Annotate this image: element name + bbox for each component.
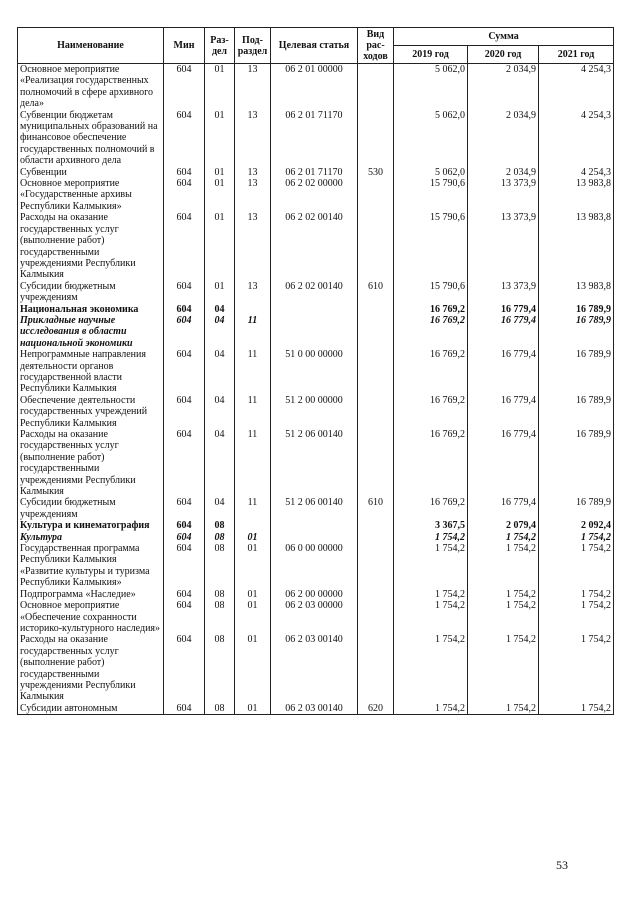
row-razdel: 04 [205, 497, 235, 520]
table-row [18, 634, 614, 702]
row-sum-2021: 1 754,2 [539, 543, 614, 589]
row-min: 604 [164, 315, 205, 349]
row-sum-2020: 2 079,4 [468, 520, 539, 531]
row-vid: 620 [358, 703, 394, 715]
row-min: 604 [164, 281, 205, 304]
row-podrazdel: 11 [235, 315, 271, 349]
row-sum-2020: 13 373,9 [468, 178, 539, 212]
row-podrazdel [235, 304, 271, 315]
row-name: Расходы на оказание государственных услуг (выполнение работ) государственными учреждениями Республики Калмыкия [18, 212, 164, 280]
row-sum-2019: 5 062,0 [394, 110, 468, 167]
row-name: Подпрограмма «Наследие» [18, 589, 164, 600]
row-vid [358, 349, 394, 395]
row-vid: 610 [358, 497, 394, 520]
row-target: 06 2 01 71170 [271, 110, 358, 167]
row-name: Обеспечение деятельности государственных учреждений Республики Калмыкия [18, 395, 164, 429]
row-sum-2021: 4 254,3 [539, 110, 614, 167]
row-sum-2021: 1 754,2 [539, 634, 614, 702]
row-razdel: 01 [205, 212, 235, 280]
row-min: 604 [164, 703, 205, 715]
row-sum-2021: 1 754,2 [539, 589, 614, 600]
table-row [18, 349, 614, 395]
row-vid [358, 315, 394, 349]
row-sum-2021: 16 789,9 [539, 349, 614, 395]
row-sum-2020: 1 754,2 [468, 543, 539, 589]
row-sum-2020: 2 034,9 [468, 110, 539, 167]
row-name: Национальная экономика [18, 304, 164, 315]
row-name: Расходы на оказание государственных услуг (выполнение работ) государственными учреждениями Республики Калмыкия [18, 634, 164, 702]
header-target: Целевая статья [271, 28, 358, 64]
row-sum-2019: 16 769,2 [394, 315, 468, 349]
row-sum-2020: 16 779,4 [468, 349, 539, 395]
row-name: Государственная программа Республики Калмыкия «Развитие культуры и туризма Республики Калмыкия» [18, 543, 164, 589]
row-sum-2019: 3 367,5 [394, 520, 468, 531]
row-razdel: 04 [205, 395, 235, 429]
row-sum-2020: 16 779,4 [468, 315, 539, 349]
row-razdel: 08 [205, 543, 235, 589]
row-target: 06 2 01 00000 [271, 64, 358, 110]
row-vid: 530 [358, 167, 394, 178]
table-row [18, 64, 614, 110]
row-sum-2020: 1 754,2 [468, 532, 539, 543]
table-row [18, 315, 614, 349]
row-vid [358, 589, 394, 600]
row-razdel: 08 [205, 634, 235, 702]
row-min: 604 [164, 543, 205, 589]
row-target: 51 2 06 00140 [271, 429, 358, 497]
row-sum-2021: 2 092,4 [539, 520, 614, 531]
row-vid [358, 634, 394, 702]
row-razdel: 08 [205, 520, 235, 531]
row-podrazdel: 01 [235, 543, 271, 589]
row-sum-2020: 1 754,2 [468, 634, 539, 702]
table-row [18, 600, 614, 634]
row-razdel: 01 [205, 281, 235, 304]
row-vid [358, 64, 394, 110]
row-razdel: 01 [205, 178, 235, 212]
row-podrazdel: 11 [235, 349, 271, 395]
header-name: Наименование [18, 28, 164, 64]
header-year-2019: 2019 год [394, 46, 468, 64]
row-target [271, 520, 358, 531]
row-razdel: 08 [205, 589, 235, 600]
table-row [18, 395, 614, 429]
row-target: 51 2 06 00140 [271, 497, 358, 520]
row-min: 604 [164, 110, 205, 167]
header-year-2021: 2021 год [539, 46, 614, 64]
row-razdel: 08 [205, 703, 235, 715]
row-min: 604 [164, 520, 205, 531]
row-sum-2019: 1 754,2 [394, 703, 468, 715]
row-razdel: 04 [205, 429, 235, 497]
row-sum-2019: 1 754,2 [394, 600, 468, 634]
table-row [18, 304, 614, 315]
row-sum-2020: 2 034,9 [468, 167, 539, 178]
row-vid [358, 520, 394, 531]
row-min: 604 [164, 64, 205, 110]
budget-table [17, 27, 614, 715]
row-sum-2021: 16 789,9 [539, 304, 614, 315]
row-sum-2020: 2 034,9 [468, 64, 539, 110]
row-podrazdel: 01 [235, 703, 271, 715]
row-sum-2021: 13 983,8 [539, 281, 614, 304]
header-vid: Вид рас-ходов [358, 28, 394, 64]
row-target: 51 2 00 00000 [271, 395, 358, 429]
header-razdel: Раз-дел [205, 28, 235, 64]
row-name: Культура [18, 532, 164, 543]
row-name: Основное мероприятие «Реализация государственных полномочий в сфере архивного дела» [18, 64, 164, 110]
row-vid [358, 304, 394, 315]
table-row [18, 543, 614, 589]
row-razdel: 08 [205, 532, 235, 543]
row-sum-2019: 16 769,2 [394, 497, 468, 520]
row-sum-2021: 1 754,2 [539, 703, 614, 715]
row-sum-2020: 16 779,4 [468, 395, 539, 429]
row-sum-2021: 4 254,3 [539, 167, 614, 178]
row-vid [358, 600, 394, 634]
row-sum-2020: 16 779,4 [468, 429, 539, 497]
row-sum-2020: 16 779,4 [468, 304, 539, 315]
row-podrazdel: 13 [235, 212, 271, 280]
row-sum-2021: 13 983,8 [539, 212, 614, 280]
row-podrazdel: 13 [235, 178, 271, 212]
row-sum-2021: 16 789,9 [539, 395, 614, 429]
row-sum-2021: 1 754,2 [539, 600, 614, 634]
row-vid: 610 [358, 281, 394, 304]
header-podrazdel: Под-раздел [235, 28, 271, 64]
row-sum-2019: 15 790,6 [394, 212, 468, 280]
row-min: 604 [164, 429, 205, 497]
table-row [18, 429, 614, 497]
row-sum-2019: 1 754,2 [394, 543, 468, 589]
row-sum-2019: 16 769,2 [394, 349, 468, 395]
row-razdel: 01 [205, 110, 235, 167]
row-sum-2019: 1 754,2 [394, 634, 468, 702]
table-row [18, 589, 614, 600]
row-target: 06 0 00 00000 [271, 543, 358, 589]
header-summa: Сумма [394, 28, 614, 46]
row-target [271, 304, 358, 315]
row-name: Расходы на оказание государственных услуг (выполнение работ) государственными учреждениями Республики Калмыкия [18, 429, 164, 497]
row-podrazdel: 11 [235, 497, 271, 520]
row-podrazdel: 11 [235, 429, 271, 497]
row-target: 06 2 02 00140 [271, 212, 358, 280]
row-razdel: 04 [205, 315, 235, 349]
table-row [18, 532, 614, 543]
row-sum-2019: 5 062,0 [394, 64, 468, 110]
row-podrazdel: 01 [235, 634, 271, 702]
row-sum-2020: 13 373,9 [468, 281, 539, 304]
row-min: 604 [164, 634, 205, 702]
row-name: Субвенции [18, 167, 164, 178]
row-name: Субсидии бюджетным учреждениям [18, 281, 164, 304]
row-sum-2019: 15 790,6 [394, 178, 468, 212]
row-razdel: 04 [205, 304, 235, 315]
row-vid [358, 110, 394, 167]
row-min: 604 [164, 600, 205, 634]
row-sum-2019: 15 790,6 [394, 281, 468, 304]
row-name: Основное мероприятие «Государственные архивы Республики Калмыкия» [18, 178, 164, 212]
table-row [18, 110, 614, 167]
row-sum-2020: 13 373,9 [468, 212, 539, 280]
row-sum-2019: 16 769,2 [394, 429, 468, 497]
row-razdel: 08 [205, 600, 235, 634]
row-sum-2020: 1 754,2 [468, 600, 539, 634]
row-min: 604 [164, 178, 205, 212]
row-razdel: 01 [205, 64, 235, 110]
row-sum-2020: 16 779,4 [468, 497, 539, 520]
row-name: Основное мероприятие «Обеспечение сохранности историко-культурного наследия» [18, 600, 164, 634]
row-podrazdel: 13 [235, 110, 271, 167]
row-podrazdel: 01 [235, 600, 271, 634]
row-podrazdel: 13 [235, 64, 271, 110]
row-target: 06 2 02 00000 [271, 178, 358, 212]
row-min: 604 [164, 167, 205, 178]
table-row [18, 281, 614, 304]
row-min: 604 [164, 349, 205, 395]
table-body [18, 64, 614, 715]
row-sum-2019: 16 769,2 [394, 395, 468, 429]
row-sum-2020: 1 754,2 [468, 589, 539, 600]
row-sum-2019: 1 754,2 [394, 589, 468, 600]
row-target [271, 532, 358, 543]
row-podrazdel: 11 [235, 395, 271, 429]
row-vid [358, 543, 394, 589]
row-target: 06 2 03 00000 [271, 600, 358, 634]
table-row [18, 212, 614, 280]
row-vid [358, 212, 394, 280]
row-name: Субвенции бюджетам муниципальных образований на финансовое обеспечение государственных полномочий в области архивного дела [18, 110, 164, 167]
row-sum-2021: 16 789,9 [539, 497, 614, 520]
row-name: Субсидии бюджетным учреждениям [18, 497, 164, 520]
row-vid [358, 395, 394, 429]
row-sum-2020: 1 754,2 [468, 703, 539, 715]
row-name: Непрограммные направления деятельности органов государственной власти Республики Калмыкия [18, 349, 164, 395]
row-vid [358, 178, 394, 212]
row-vid [358, 429, 394, 497]
row-target: 06 2 03 00140 [271, 634, 358, 702]
row-target: 06 2 01 71170 [271, 167, 358, 178]
row-sum-2019: 16 769,2 [394, 304, 468, 315]
row-sum-2019: 1 754,2 [394, 532, 468, 543]
row-min: 604 [164, 497, 205, 520]
row-vid [358, 532, 394, 543]
row-podrazdel [235, 520, 271, 531]
row-name: Субсидии автономным [18, 703, 164, 715]
row-target: 06 2 03 00140 [271, 703, 358, 715]
table-row [18, 520, 614, 531]
header-min: Мин [164, 28, 205, 64]
row-razdel: 01 [205, 167, 235, 178]
page-number: 53 [556, 858, 568, 872]
row-min: 604 [164, 395, 205, 429]
row-min: 604 [164, 304, 205, 315]
row-min: 604 [164, 212, 205, 280]
table-row [18, 703, 614, 715]
header-year-2020: 2020 год [468, 46, 539, 64]
row-razdel: 04 [205, 349, 235, 395]
row-target: 06 2 02 00140 [271, 281, 358, 304]
row-sum-2021: 1 754,2 [539, 532, 614, 543]
table-row [18, 497, 614, 520]
row-podrazdel: 13 [235, 281, 271, 304]
row-sum-2021: 16 789,9 [539, 429, 614, 497]
row-name: Культура и кинематография [18, 520, 164, 531]
row-target: 51 0 00 00000 [271, 349, 358, 395]
row-podrazdel: 01 [235, 589, 271, 600]
row-target: 06 2 00 00000 [271, 589, 358, 600]
row-min: 604 [164, 589, 205, 600]
row-sum-2019: 5 062,0 [394, 167, 468, 178]
row-target [271, 315, 358, 349]
row-sum-2021: 4 254,3 [539, 64, 614, 110]
row-min: 604 [164, 532, 205, 543]
table-row [18, 178, 614, 212]
table-row [18, 167, 614, 178]
row-sum-2021: 13 983,8 [539, 178, 614, 212]
row-name: Прикладные научные исследования в области национальной экономики [18, 315, 164, 349]
row-sum-2021: 16 789,9 [539, 315, 614, 349]
row-podrazdel: 13 [235, 167, 271, 178]
row-podrazdel: 01 [235, 532, 271, 543]
